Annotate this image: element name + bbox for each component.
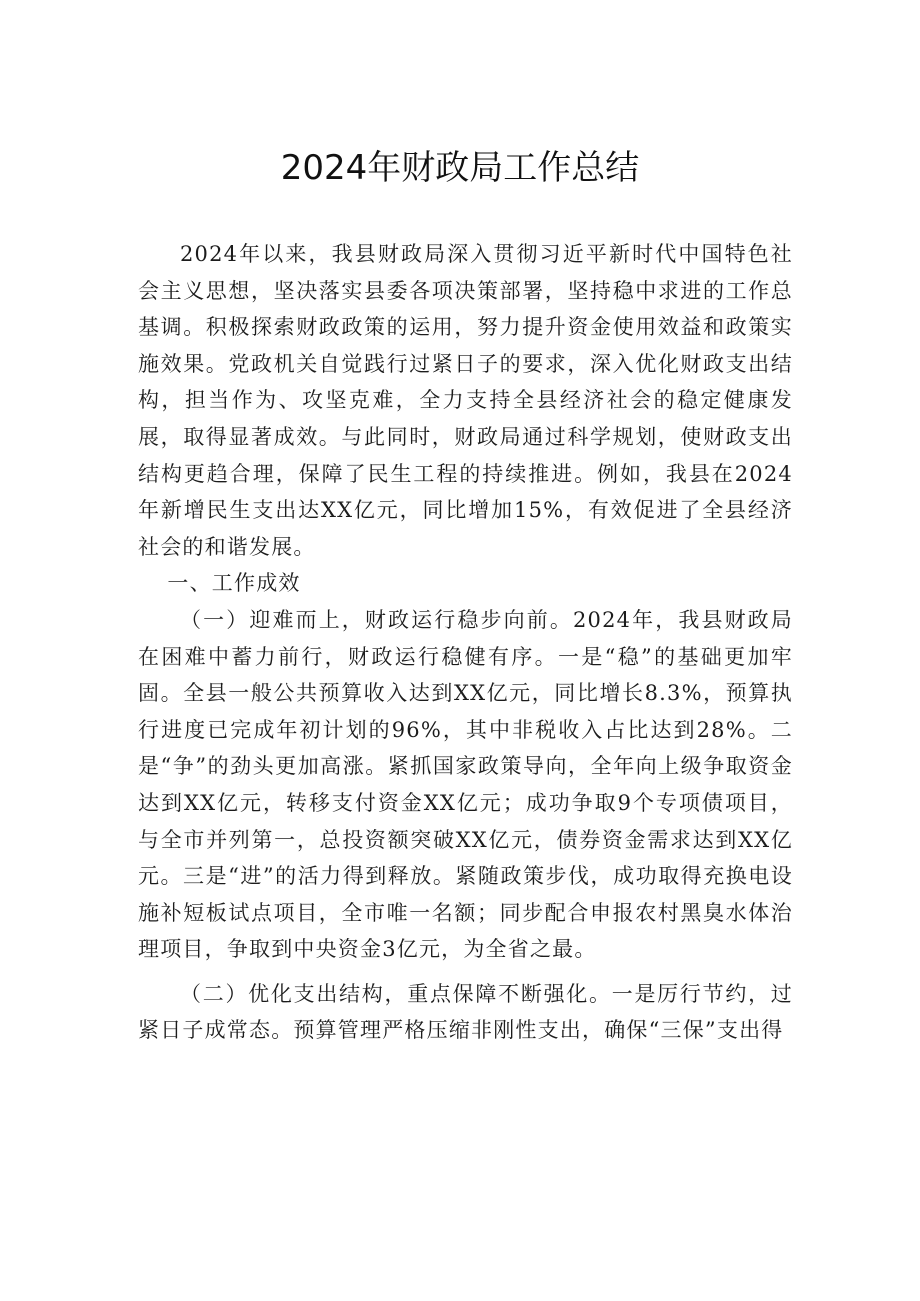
section-heading: 一、工作成效 (167, 571, 301, 596)
subsection-paragraph: （二）优化支出结构，重点保障不断强化。一是厉行节约，过紧日子成常态。预算管理严格压缩非刚性支出，确保“三保”支出得 (138, 981, 793, 1043)
document-body (138, 236, 793, 1049)
intro-paragraph: 2024年以来，我县财政局深入贯彻习近平新时代中国特色社会主义思想，坚决落实县委各项决策部署，坚持稳中求进的工作总基调。积极探索财政政策的运用，努力提升资金使用效益和政策实施效果。党政机关自觉践行过紧日子的要求，深入优化财政支出结构，担当作为、攻坚克难，全力支持全县经济社会的稳定健康发展，取得显著成效。与此同时，财政局通过科学规划，使财政支出结构更趋合理，保障了民生工程的持续推进。例如，我县在2024年新增民生支出达XX亿元，同比增加15%，有效促进了全县经济社会的和谐发展。 (138, 242, 793, 559)
document-title: 2024年财政局工作总结 (280, 148, 640, 188)
subsection-paragraph: （一）迎难而上，财政运行稳步向前。2024年，我县财政局在困难中蓄力前行，财政运行稳健有序。一是“稳”的基础更加牢固。全县一般公共预算收入达到XX亿元，同比增长8.3%，预算执行进度已完成年初计划的96%，其中非税收入占比达到28%。二是“争”的劲头更加高涨。紧抓国家政策导向，全年向上级争取资金达到XX亿元，转移支付资金XX亿元；成功争取9个专项债项目，与全市并列第一，总投资额突破XX亿元，债券资金需求达到XX亿元。三是“进”的活力得到释放。紧随政策步伐，成功取得充换电设施补短板试点项目，全市唯一名额；同步配合申报农村黑臭水体治理项目，争取到中央资金3亿元，为全省之最。 (138, 607, 793, 962)
